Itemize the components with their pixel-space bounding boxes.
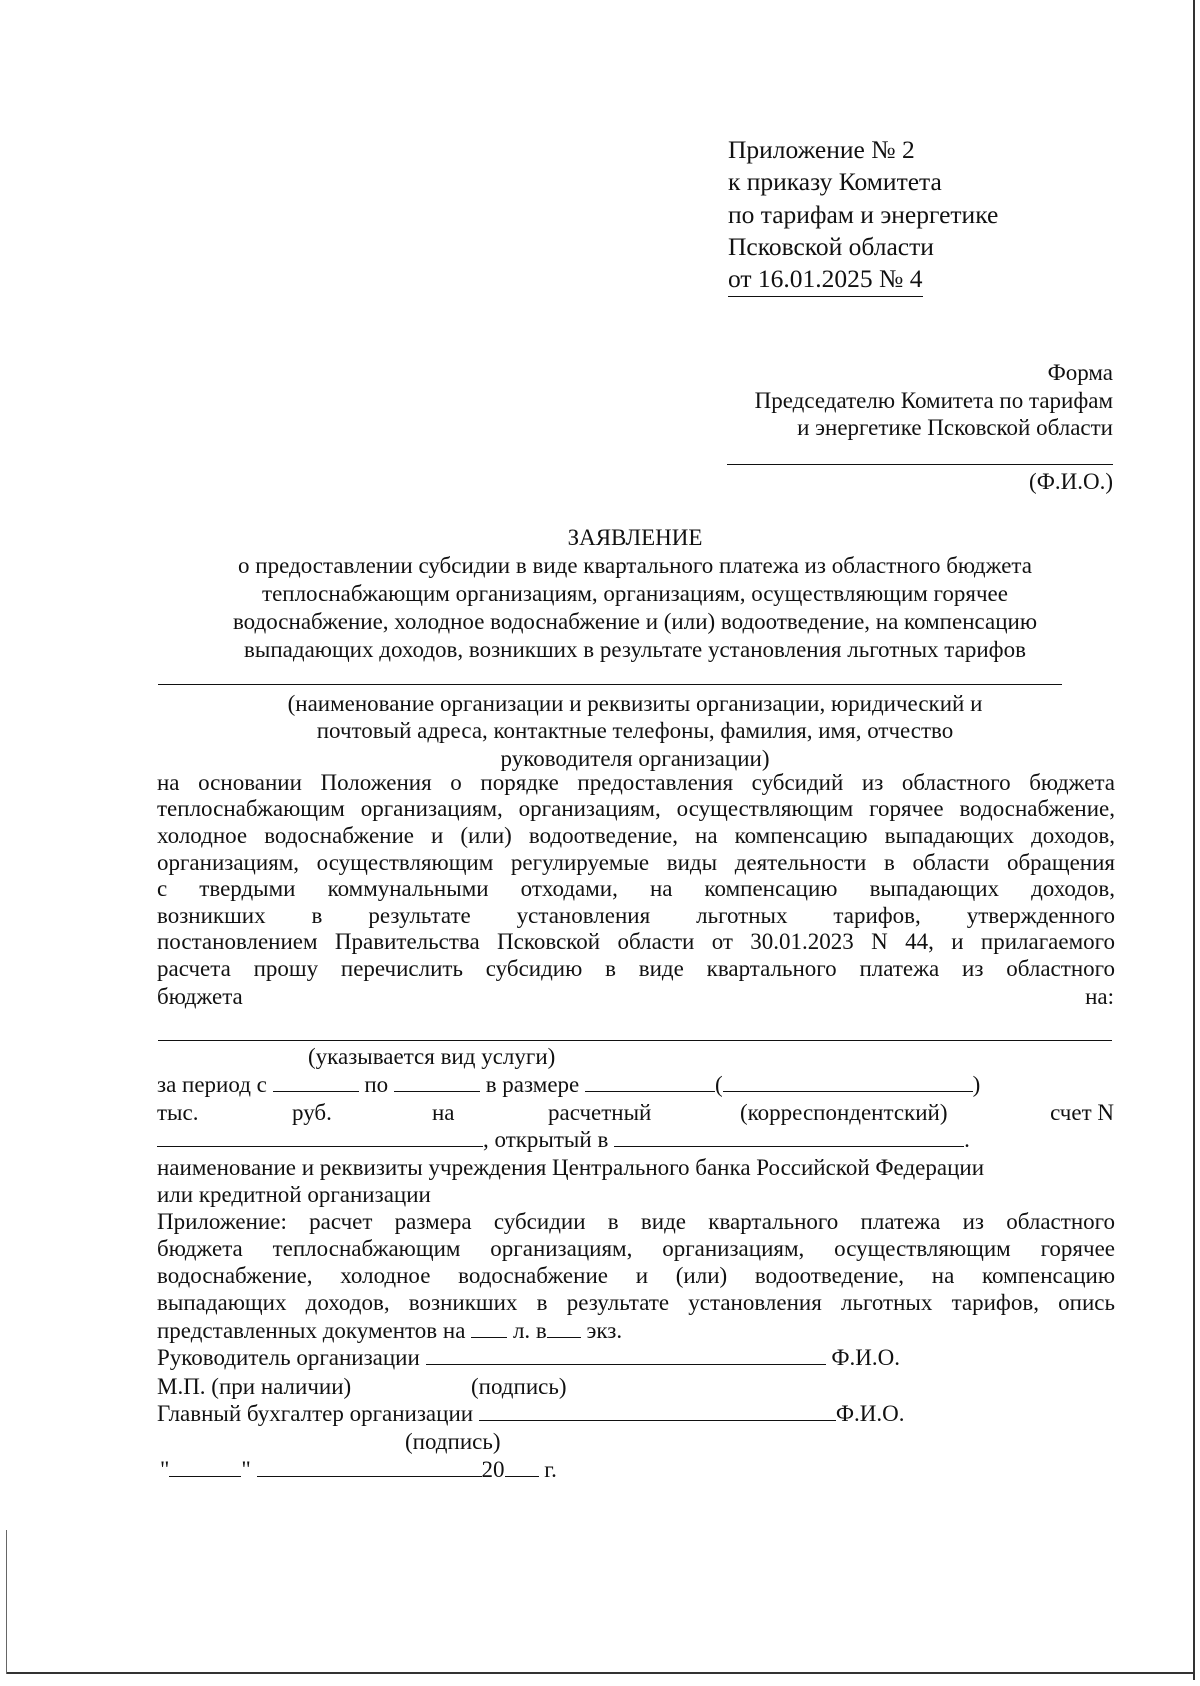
appendix-line-2: к приказу Комитета bbox=[728, 167, 942, 196]
account-word-5: (корреспондентский) bbox=[740, 1100, 948, 1125]
period-amount-line: за период с по в размере ( ) bbox=[157, 1072, 981, 1097]
body-line-9-left: бюджета bbox=[157, 984, 243, 1009]
head-signature-line: Руководитель организации Ф.И.О. bbox=[157, 1345, 900, 1370]
account-word-6: счет N bbox=[1050, 1100, 1114, 1125]
scan-border-right bbox=[1193, 0, 1195, 1680]
organization-name-line bbox=[158, 684, 1062, 685]
accountant-signature-caption: (подпись) bbox=[405, 1429, 501, 1454]
body-line-8: расчета прошу перечислить субсидию в виде квартального платежа из областного bbox=[157, 956, 1115, 981]
amount-digits-field[interactable] bbox=[585, 1073, 715, 1092]
addressee-line-1: Председателю Комитета по тарифам bbox=[754, 388, 1113, 413]
accountant-signature-line: Главный бухгалтер организации Ф.И.О. bbox=[157, 1401, 905, 1426]
pages-count-field[interactable] bbox=[471, 1319, 507, 1338]
org-caption-line-2: почтовый адреса, контактные телефоны, фамилия, имя, отчество bbox=[316, 718, 954, 743]
service-caption: (указывается вид услуги) bbox=[308, 1044, 556, 1069]
body-line-2: теплоснабжающим организациям, организациям, осуществляющим горячее водоснабжение, bbox=[157, 796, 1115, 821]
accountant-signature-field[interactable] bbox=[479, 1402, 836, 1421]
body-line-9-right: на: bbox=[1085, 984, 1114, 1009]
addressee-line-2: и энергетике Псковской области bbox=[797, 415, 1113, 440]
org-caption-line-1: (наименование организации и реквизиты организации, юридический и bbox=[287, 691, 983, 716]
stamp-label: М.П. (при наличии) bbox=[157, 1374, 352, 1399]
date-line: " " 20 г. bbox=[160, 1457, 557, 1482]
attachment-line-3: водоснабжение, холодное водоснабжение и (или) водоотведение, на компенсацию bbox=[157, 1263, 1115, 1288]
body-line-5: с твердыми коммунальными отходами, на компенсацию выпадающих доходов, bbox=[157, 876, 1115, 901]
head-signature-caption: (подпись) bbox=[471, 1374, 567, 1399]
copies-count-field[interactable] bbox=[547, 1319, 581, 1338]
body-line-4: организациям, осуществляющим регулируемые виды деятельности в области обращения bbox=[157, 850, 1115, 875]
attachment-line-1: Приложение: расчет размера субсидии в виде квартального платежа из областного bbox=[157, 1209, 1115, 1234]
form-label: Форма bbox=[1047, 360, 1113, 385]
bank-caption-line-2: или кредитной организации bbox=[157, 1182, 431, 1207]
date-day-field[interactable] bbox=[169, 1458, 241, 1477]
body-line-7: постановлением Правительства Псковской области от 30.01.2023 N 44, и прилагаемого bbox=[157, 929, 1115, 954]
body-line-1: на основании Положения о порядке предоставления субсидий из областного бюджета bbox=[157, 770, 1115, 795]
title-line-3: водоснабжение, холодное водоснабжение и (или) водоотведение, на компенсацию bbox=[232, 609, 1037, 634]
account-number-field[interactable] bbox=[157, 1128, 483, 1147]
account-word-2: руб. bbox=[292, 1100, 332, 1125]
addressee-fio-line bbox=[727, 464, 1113, 465]
attachment-line-2: бюджета теплоснабжающим организациям, организациям, осуществляющим горячее bbox=[157, 1236, 1115, 1261]
title-line-1: о предоставлении субсидии в виде квартального платежа из областного бюджета bbox=[238, 553, 1032, 578]
document-title: ЗАЯВЛЕНИЕ bbox=[567, 525, 703, 550]
account-word-4: расчетный bbox=[548, 1100, 652, 1125]
bank-name-field[interactable] bbox=[614, 1128, 964, 1147]
bank-caption-line-1: наименование и реквизиты учреждения Центрального банка Российской Федерации bbox=[157, 1155, 985, 1180]
body-line-6: возникших в результате установления льготных тарифов, утвержденного bbox=[157, 903, 1115, 928]
title-line-4: выпадающих доходов, возникших в результате установления льготных тарифов bbox=[244, 637, 1026, 662]
account-opened-line: , открытый в . bbox=[157, 1126, 970, 1153]
period-to-field[interactable] bbox=[394, 1073, 480, 1092]
appendix-order-date: от 16.01.2025 № 4 bbox=[728, 263, 923, 297]
date-month-field[interactable] bbox=[257, 1458, 482, 1477]
fio-caption: (Ф.И.О.) bbox=[1029, 469, 1113, 494]
head-signature-field[interactable] bbox=[426, 1346, 826, 1365]
attachment-line-5: представленных документов на л. в экз. bbox=[157, 1318, 623, 1343]
period-from-field[interactable] bbox=[273, 1073, 359, 1092]
amount-words-field[interactable] bbox=[723, 1073, 973, 1092]
appendix-line-4: Псковской области bbox=[728, 232, 934, 261]
appendix-line-3: по тарифам и энергетике bbox=[728, 200, 999, 229]
service-type-line bbox=[158, 1040, 1112, 1041]
org-caption-line-3: руководителя организации) bbox=[500, 746, 770, 771]
date-year-field[interactable] bbox=[505, 1458, 539, 1477]
scan-border-bottom bbox=[6, 1672, 1194, 1674]
appendix-line-1: Приложение № 2 bbox=[728, 135, 915, 164]
title-line-2: теплоснабжающим организациям, организациям, осуществляющим горячее bbox=[262, 581, 1008, 606]
attachment-line-4: выпадающих доходов, возникших в результате установления льготных тарифов, опись bbox=[157, 1290, 1115, 1315]
scan-border-left bbox=[6, 1530, 7, 1674]
body-line-3: холодное водоснабжение и (или) водоотведение, на компенсацию выпадающих доходов, bbox=[157, 823, 1115, 848]
account-word-3: на bbox=[432, 1100, 455, 1125]
account-word-1: тыс. bbox=[157, 1100, 199, 1125]
